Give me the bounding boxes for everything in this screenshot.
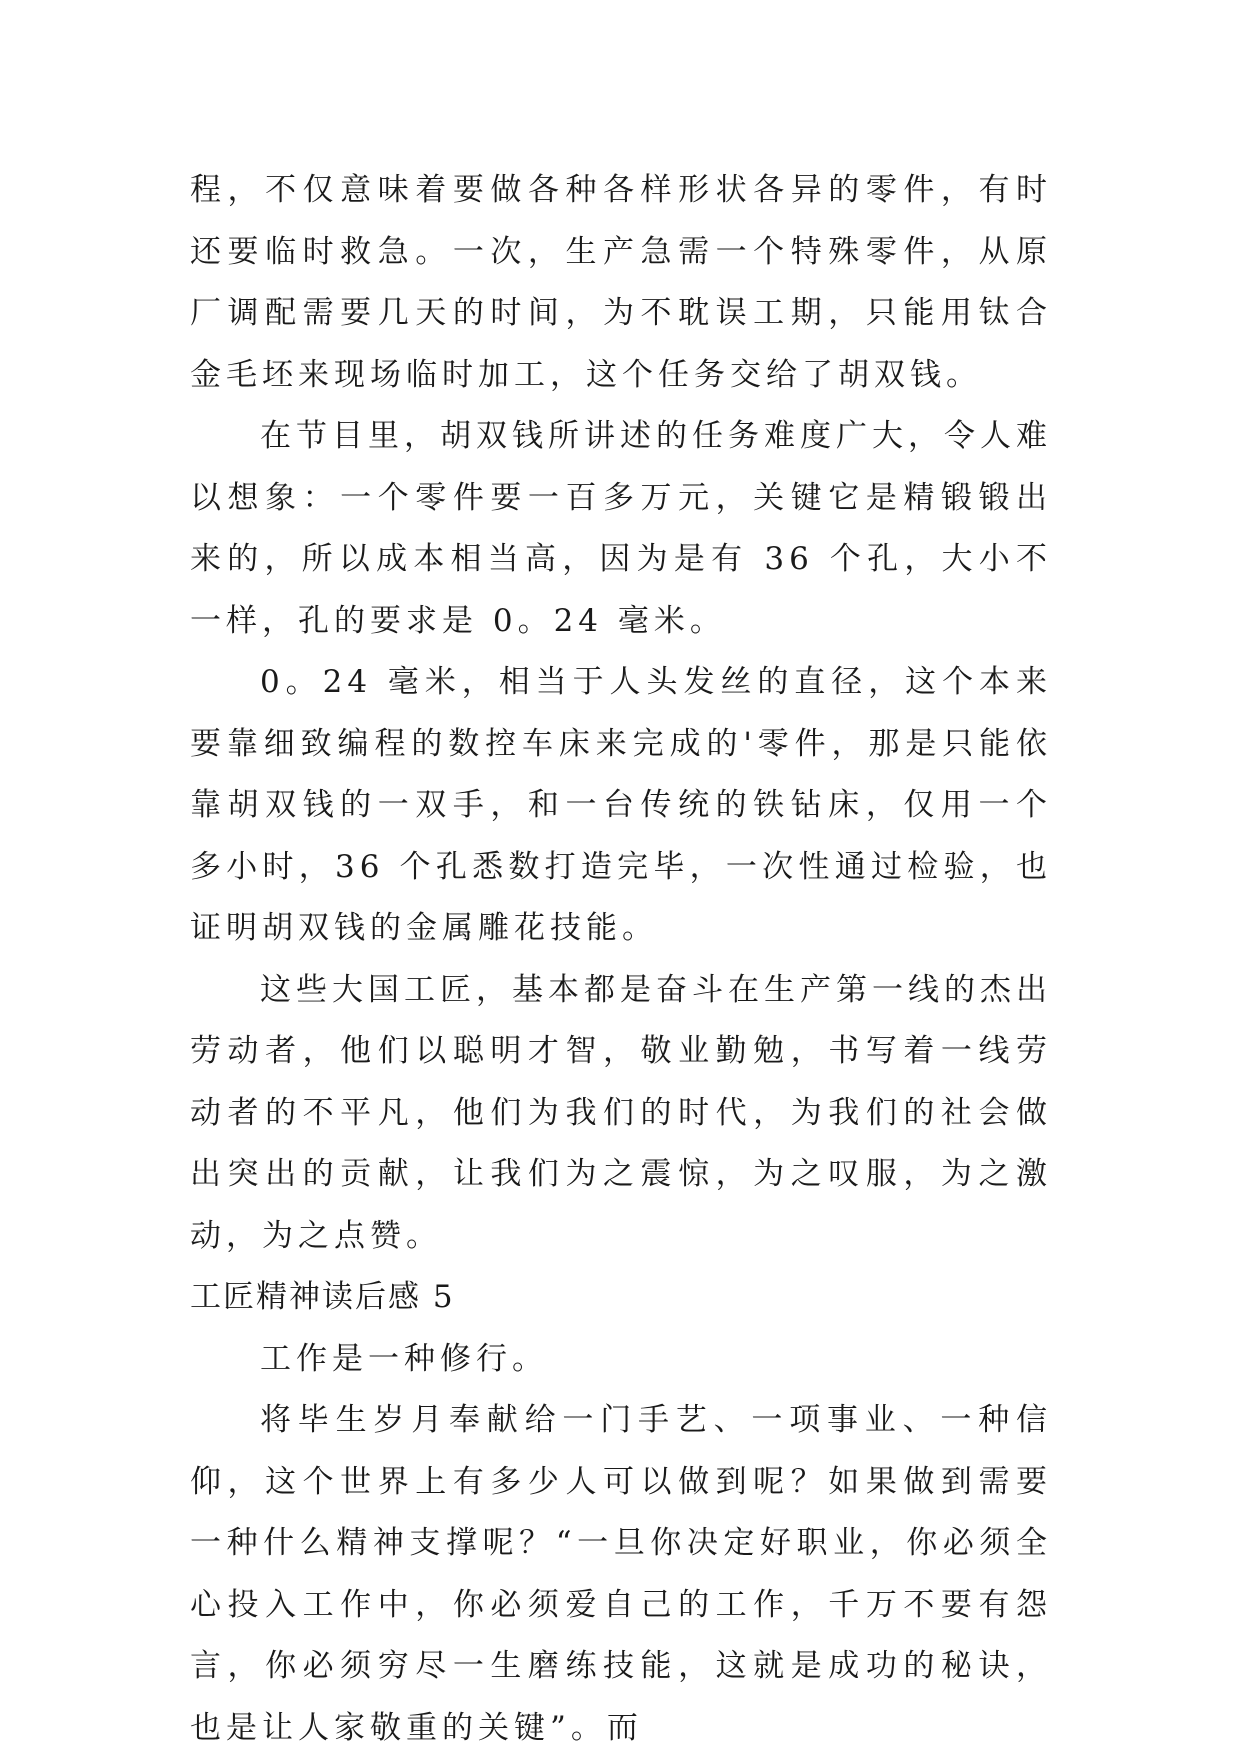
paragraph-2: 在节目里，胡双钱所讲述的任务难度广大，令人难以想象：一个零件要一百多万元，关键它是精锻锻出来的，所以成本相当高，因为是有 36 个孔，大小不一样，孔的要求是 0。24 毫米。	[190, 418, 1052, 639]
paragraph-5: 工作是一种修行。	[260, 1340, 548, 1377]
paragraph-3: 0。24 毫米，相当于人头发丝的直径，这个本来要靠细致编程的数控车床来完成的'零件，那是只能依靠胡双钱的一双手，和一台传统的铁钻床，仅用一个多小时，36 个孔悉数打造完毕，一次性通过检验，也证明胡双钱的金属雕花技能。	[190, 664, 1052, 946]
paragraph-1: 程，不仅意味着要做各种各样形状各异的零件，有时还要临时救急。一次，生产急需一个特殊零件，从原厂调配需要几天的时间，为不耽误工期，只能用钛合金毛坯来现场临时加工，这个任务交给了胡双钱。	[190, 172, 1052, 393]
paragraph-4: 这些大国工匠，基本都是奋斗在生产第一线的杰出劳动者，他们以聪明才智，敬业勤勉，书写着一线劳动者的不平凡，他们为我们的时代，为我们的社会做出突出的贡献，让我们为之震惊，为之叹服，为之激动，为之点赞。	[190, 971, 1052, 1254]
section-heading: 工匠精神读后感 5	[190, 1279, 455, 1315]
document-body	[190, 160, 1052, 1759]
paragraph-6: 将毕生岁月奉献给一门手艺、一项事业、一种信仰，这个世界上有多少人可以做到呢？如果做到需要一种什么精神支撑呢？“一旦你决定好职业，你必须全心投入工作中，你必须爱自己的工作，千万不要有怨言，你必须穷尽一生磨练技能，这就是成功的秘诀，也是让人家敬重的关键”。而	[190, 1402, 1052, 1746]
